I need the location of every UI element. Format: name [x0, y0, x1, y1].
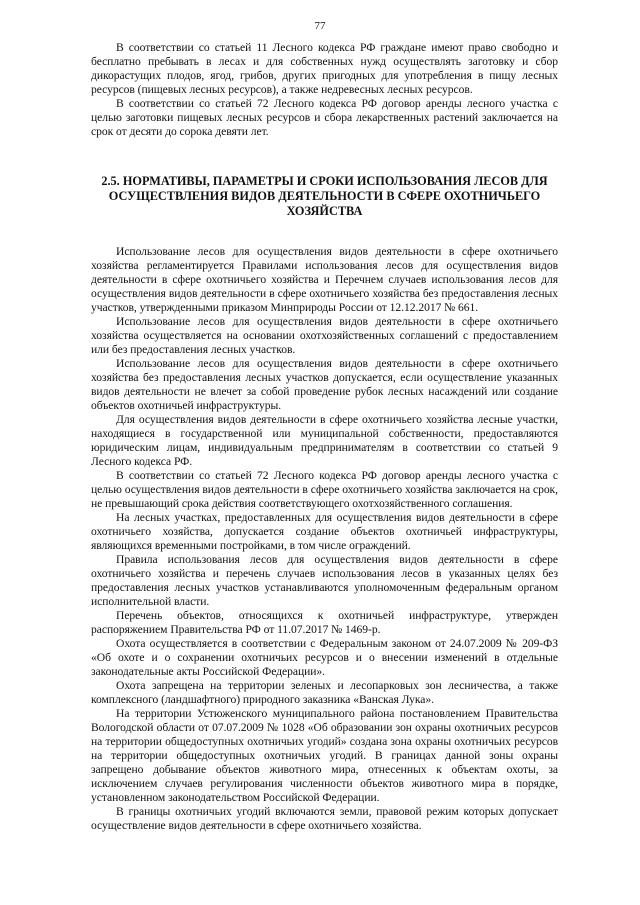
page-content	[91, 41, 558, 833]
section-paragraph: В границы охотничьих угодий включаются земли, правовой режим которых допускает осуществление видов деятельности в сфере охотничьего хозяйства.	[91, 805, 558, 832]
section-paragraph: Использование лесов для осуществления видов деятельности в сфере охотничьего хозяйства осуществляется на основании охотхозяйственных соглашений с предоставлением или без предоставления лесных участков.	[91, 315, 558, 356]
section-paragraph: Использование лесов для осуществления видов деятельности в сфере охотничьего хозяйства без предоставления лесных участков допускается, если осуществление указанных видов деятельности не влечет за собой проведение рубок лесных насаждений или создание объектов охотничьей инфраструктуры.	[91, 357, 558, 412]
section-paragraph: На лесных участках, предоставленных для осуществления видов деятельности в сфере охотничьего хозяйства, допускается создание объектов охотничьей инфраструктуры, являющихся временными постройками, в том числе ограждений.	[91, 511, 558, 552]
section-heading: 2.5. НОРМАТИВЫ, ПАРАМЕТРЫ И СРОКИ ИСПОЛЬЗОВАНИЯ ЛЕСОВ ДЛЯ ОСУЩЕСТВЛЕНИЯ ВИДОВ ДЕЯТЕЛЬНОСТИ В СФЕРЕ ОХОТНИЧЬЕГО ХОЗЯЙСТВА	[101, 174, 548, 218]
intro-paragraph-1: В соответствии со статьей 11 Лесного кодекса РФ граждане имеют право свободно и бесплатно пребывать в лесах и для собственных нужд осуществлять заготовку и сбор дикорастущих плодов, ягод, грибов, других пригодных для употребления в пищу лесных ресурсов (пищевых лесных ресурсов), а также недревесных лесных ресурсов.	[91, 41, 558, 96]
section-paragraph: Охота запрещена на территории зеленых и лесопарковых зон лесничества, а также комплексного (ландшафтного) природного заказника «Ванская Лука».	[91, 679, 558, 706]
section-paragraph: Охота осуществляется в соответствии с Федеральным законом от 24.07.2009 № 209-ФЗ «Об охоте и о сохранении охотничьих ресурсов и о внесении изменений в отдельные законодательные акты Российской Федерации».	[91, 637, 558, 678]
section-paragraph: Правила использования лесов для осуществления видов деятельности в сфере охотничьего хозяйства и перечень случаев использования лесов в указанных целях без предоставления лесных участков устанавливаются уполномоченным федеральным органом исполнительной власти.	[91, 553, 558, 608]
intro-paragraph-2: В соответствии со статьей 72 Лесного кодекса РФ договор аренды лесного участка с целью заготовки пищевых лесных ресурсов и сбора лекарственных растений заключается на срок от десяти до сорока девяти лет.	[91, 97, 558, 138]
page-number: 77	[314, 20, 326, 32]
section-paragraph: На территории Устюженского муниципального района постановлением Правительства Вологодской области от 07.07.2009 № 1028 «Об образовании зон охраны охотничьих ресурсов на территории общедоступных охотничьих угодий» создана зона охраны охотничьих ресурсов на территории общедоступных охотничьих угодий. В границах данной зоны охраны запрещено добывание объектов животного мира, отнесенных к объектам охоты, за исключением случаев регулирования численности объектов животного мира в порядке, установленном законодательством Российской Федерации.	[91, 707, 558, 804]
section-paragraph: Для осуществления видов деятельности в сфере охотничьего хозяйства лесные участки, находящиеся в государственной или муниципальной собственности, предоставляются юридическим лицам, индивидуальным предпринимателям в соответствии со статьей 9 Лесного кодекса РФ.	[91, 413, 558, 468]
section-paragraph: Использование лесов для осуществления видов деятельности в сфере охотничьего хозяйства регламентируется Правилами использования лесов для осуществления видов деятельности в сфере охотничьего хозяйства и Перечнем случаев использования лесов для осуществления видов деятельности в сфере охотничьего хозяйства без предоставления лесных участков, утвержденными приказом Минприроды России от 12.12.2017 № 661.	[91, 245, 558, 314]
section-paragraph: Перечень объектов, относящихся к охотничьей инфраструктуре, утвержден распоряжением Правительства РФ от 11.07.2017 № 1469-р.	[91, 609, 558, 636]
section-paragraph: В соответствии со статьей 72 Лесного кодекса РФ договор аренды лесного участка с целью осуществления видов деятельности в сфере охотничьего хозяйства заключается на срок, не превышающий срока действия соответствующего охотхозяйственного соглашения.	[91, 469, 558, 510]
